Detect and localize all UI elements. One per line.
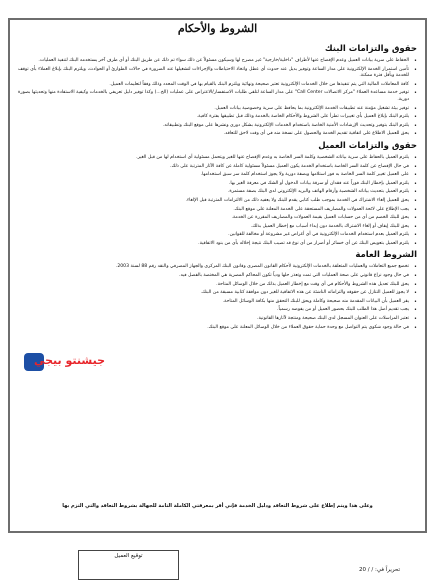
list-item: • على العميل تغيير كلمة السر الخاصة به فور استلامها وبصفة دورية ولا يجوز استخدام كلمة سر سبق استخدامها.: [200, 172, 417, 179]
list-item: • يحق للبنك تعديل هذه الشروط والأحكام في أي وقت مع إخطار العميل بذلك من خلال الوسائل المتاحة.: [216, 281, 417, 288]
terms-frame: [8, 18, 427, 533]
bullet-icon: •: [414, 307, 417, 314]
bullet-icon: •: [414, 316, 417, 323]
list-item: • يجب تقديم أصل هذا الطلب للبنك بحضور العميل أو من يفوضه رسمياً.: [277, 307, 417, 314]
bullet-icon: •: [414, 240, 417, 247]
bullet-icon: •: [414, 180, 417, 187]
bullet-icon: •: [414, 273, 417, 280]
bullet-icon: •: [414, 206, 417, 213]
bullet-icon: •: [414, 172, 417, 179]
bullet-icon: •: [414, 131, 417, 138]
list-item: • يلتزم العميل بالحفاظ على سرية بياناته الشخصية وكلمة السر الخاصة به وعدم الإفصاح عنها للغير ويتحمل مسئولية أي استخدام لها من قبل الغير.: [136, 154, 417, 161]
bullet-icon: •: [414, 90, 417, 97]
list-item: • تعتبر المراسلات على العنوان المسجل لدى البنك صحيحة ومنتجة لآثارها القانونية.: [257, 316, 417, 323]
bullet-icon: •: [414, 232, 417, 239]
section-heading-client: حقوق والتزامات العميل: [318, 140, 417, 151]
date-line: تحريراً في: / / 20: [359, 567, 400, 573]
document-title: الشروط والأحكام: [177, 22, 258, 35]
bullet-icon: •: [414, 215, 417, 222]
bullet-icon: •: [414, 154, 417, 161]
list-item: • الحفاظ على سرية بيانات العميل وعدم الإفصاح عنها لأطراف "داخلية/خارجية" غير مصرح لها وسيكون مسئولاً عن ذلك سواء تم ذلك عن طريق البنك أو أي طرف آخر يستخدمه البنك لتنفيذ العمليات.: [38, 58, 417, 64]
bullet-icon: •: [414, 105, 417, 112]
bullet-icon: •: [414, 163, 417, 170]
list-item: • توفير خدمة مساعدة العملاء "مركز الاتصالات Call Center" على مدار الساعة لتلقي طلبات الاستفسار/الاعتراض على عمليات (الخ...) وكذا توفير دليل تعريفي بالخدمات وكيفية الاستفادة منها وتحديثها بصورة دورية.: [18, 90, 417, 102]
signature-label: توقيع العميل: [114, 553, 143, 559]
bullet-icon: •: [414, 58, 417, 64]
bullet-icon: •: [414, 223, 417, 230]
bullet-icon: •: [414, 324, 417, 331]
bullet-icon: •: [414, 264, 417, 271]
list-item: • يحق للعميل الاطلاع على اتفاقية تقديم الخدمة والحصول على نسخة منه في أي وقت لاحق للتعاقد.: [223, 131, 417, 138]
list-item: • في حال وجود نزاع قانوني على صحة العمليات التي تمت وتعذر حلها ودياً تكون المحاكم المصرية هي المختصة بالفصل فيه.: [179, 273, 417, 280]
bullet-icon: •: [414, 281, 417, 288]
list-item: • في حال الإفصاح عن كلمة السر الخاصة باستخدام الخدمة يكون العميل مسئولاً مسئولية كاملة عن كافة الآثار المترتبة على ذلك.: [170, 163, 417, 170]
section-heading-general: الشروط العامة: [355, 250, 417, 261]
list-item: • توفير بيئة تشغيل مؤمنة عند تطبيقات الخدمة الإلكترونية بما يحافظ على سرية وخصوصية بيانات العميل.: [214, 105, 417, 112]
bullet-icon: •: [414, 114, 417, 121]
logo-text: جيشنتو بيجي: [34, 354, 105, 367]
section-client-list: [18, 155, 417, 248]
list-item: • يلتزم العميل بإخطار البنك فوراً عند فقدان أو سرقة بيانات الدخول أو الشك في معرفة الغير بها.: [228, 180, 417, 187]
list-item: • يلتزم العميل بتحديث بياناته الشخصية وأرقام الهاتف والبريد الإلكتروني لدى البنك بصفة مستمرة.: [227, 189, 417, 196]
list-item: • يلتزم العميل بتعويض البنك عن أي خسائر أو أضرار من أي نوع قد تصيب البنك نتيجة إخلاله بأي من بنود الاتفاقية.: [198, 240, 417, 247]
list-item: • يلتزم البنك بتوفير وتحديث الإرشادات الأمنية الخاصة باستخدام الخدمات الإلكترونية بشكل دوري ونشرها على موقع البنك وتطبيقاته.: [162, 122, 417, 129]
list-item: • كافة المعاملات المالية التي يتم تنفيذها من خلال الخدمات الإلكترونية تعتبر صحيحة ونهائية ويلتزم البنك بالقيام بها في الوقت المحدد وذلك وفقاً لتعليمات العميل.: [109, 81, 417, 88]
list-item: • تأمين استمرار الخدمة الإلكترونية على مدار الساعة وتوفير بديل عند حدوث أي عطل واتخاذ الاحتياطات والإجراءات لتشغيلها عند الضرورة في حالات الطوارئ أو الحوادث، ويلتزم البنك بإبلاغ العملاء بأي توقف للخدمة وبأقل فترة ممكنة.: [18, 66, 417, 79]
signature-box: [78, 550, 179, 580]
section-heading-bank: حقوق والتزامات البنك: [324, 44, 417, 54]
section-general-list: [18, 264, 417, 331]
list-item: • يحق للعميل إلغاء الاشتراك في الخدمة بموجب طلب كتابي يقدم للبنك ولا يعفيه ذلك من الالتزامات المترتبة قبل الإلغاء.: [185, 197, 417, 204]
list-item: • لا يجوز للعميل التنازل عن حقوقه والتزاماته الناشئة عن هذه الاتفاقية للغير دون موافقة كتابية مسبقة من البنك.: [200, 290, 417, 297]
list-item: • يقر العميل بأن البيانات المقدمة منه صحيحة وكاملة ويحق للبنك التحقق منها بكافة الوسائل المتاحة.: [222, 298, 417, 305]
list-item: • يحق للبنك إيقاف أو إلغاء الاشتراك بالخدمة دون إبداء أسباب مع إخطار العميل بذلك.: [250, 223, 417, 230]
bullet-icon: •: [414, 122, 417, 129]
acknowledgment-note: وعلى هذا ويتم إطلاع على شروط التعاقد ودليل الخدمة فإني أقر بمعرفتي الكاملة التامة للجهالة بشروط التعاقد والتي التزم بها: [62, 503, 373, 509]
bullet-icon: •: [414, 197, 417, 204]
bullet-icon: •: [414, 189, 417, 196]
list-item: • يحق للبنك الخصم من أي من حسابات العميل بقيمة العمولات والمصاريف المقررة عن الخدمة.: [231, 215, 417, 222]
bullet-icon: •: [414, 298, 417, 305]
list-item: • يجب الإطلاع على لائحة العمولات والمصاريف المستحقة على الخدمة المعلنة على موقع البنك.: [233, 206, 417, 213]
list-item: • في حالة وجود شكوى يتم التواصل مع وحدة حماية حقوق العملاء من خلال الوسائل المعلنة على موقع البنك.: [207, 324, 417, 331]
bullet-icon: •: [414, 290, 417, 297]
watermark-logo: [20, 351, 116, 373]
bullet-icon: •: [414, 81, 417, 88]
list-item: • يلتزم البنك بإبلاغ العميل بأي تغييرات تطرأ على الشروط والأحكام الخاصة بالخدمة وذلك قبل تطبيقها بفترة كافية.: [196, 114, 417, 121]
bullet-icon: •: [414, 66, 417, 73]
list-item: • تخضع جميع التعاملات والعمليات المتعلقة بالخدمات الإلكترونية لأحكام القانون المصري وقانون البنك المركزي والجهاز المصرفي والنقد رقم 88 لسنة 2003.: [115, 264, 417, 271]
list-item: • يلتزم العميل بعدم استخدام الخدمات الإلكترونية في أي أغراض غير مشروعة أو مخالفة للقوانين.: [228, 232, 417, 239]
section-bank-list: [18, 58, 417, 138]
